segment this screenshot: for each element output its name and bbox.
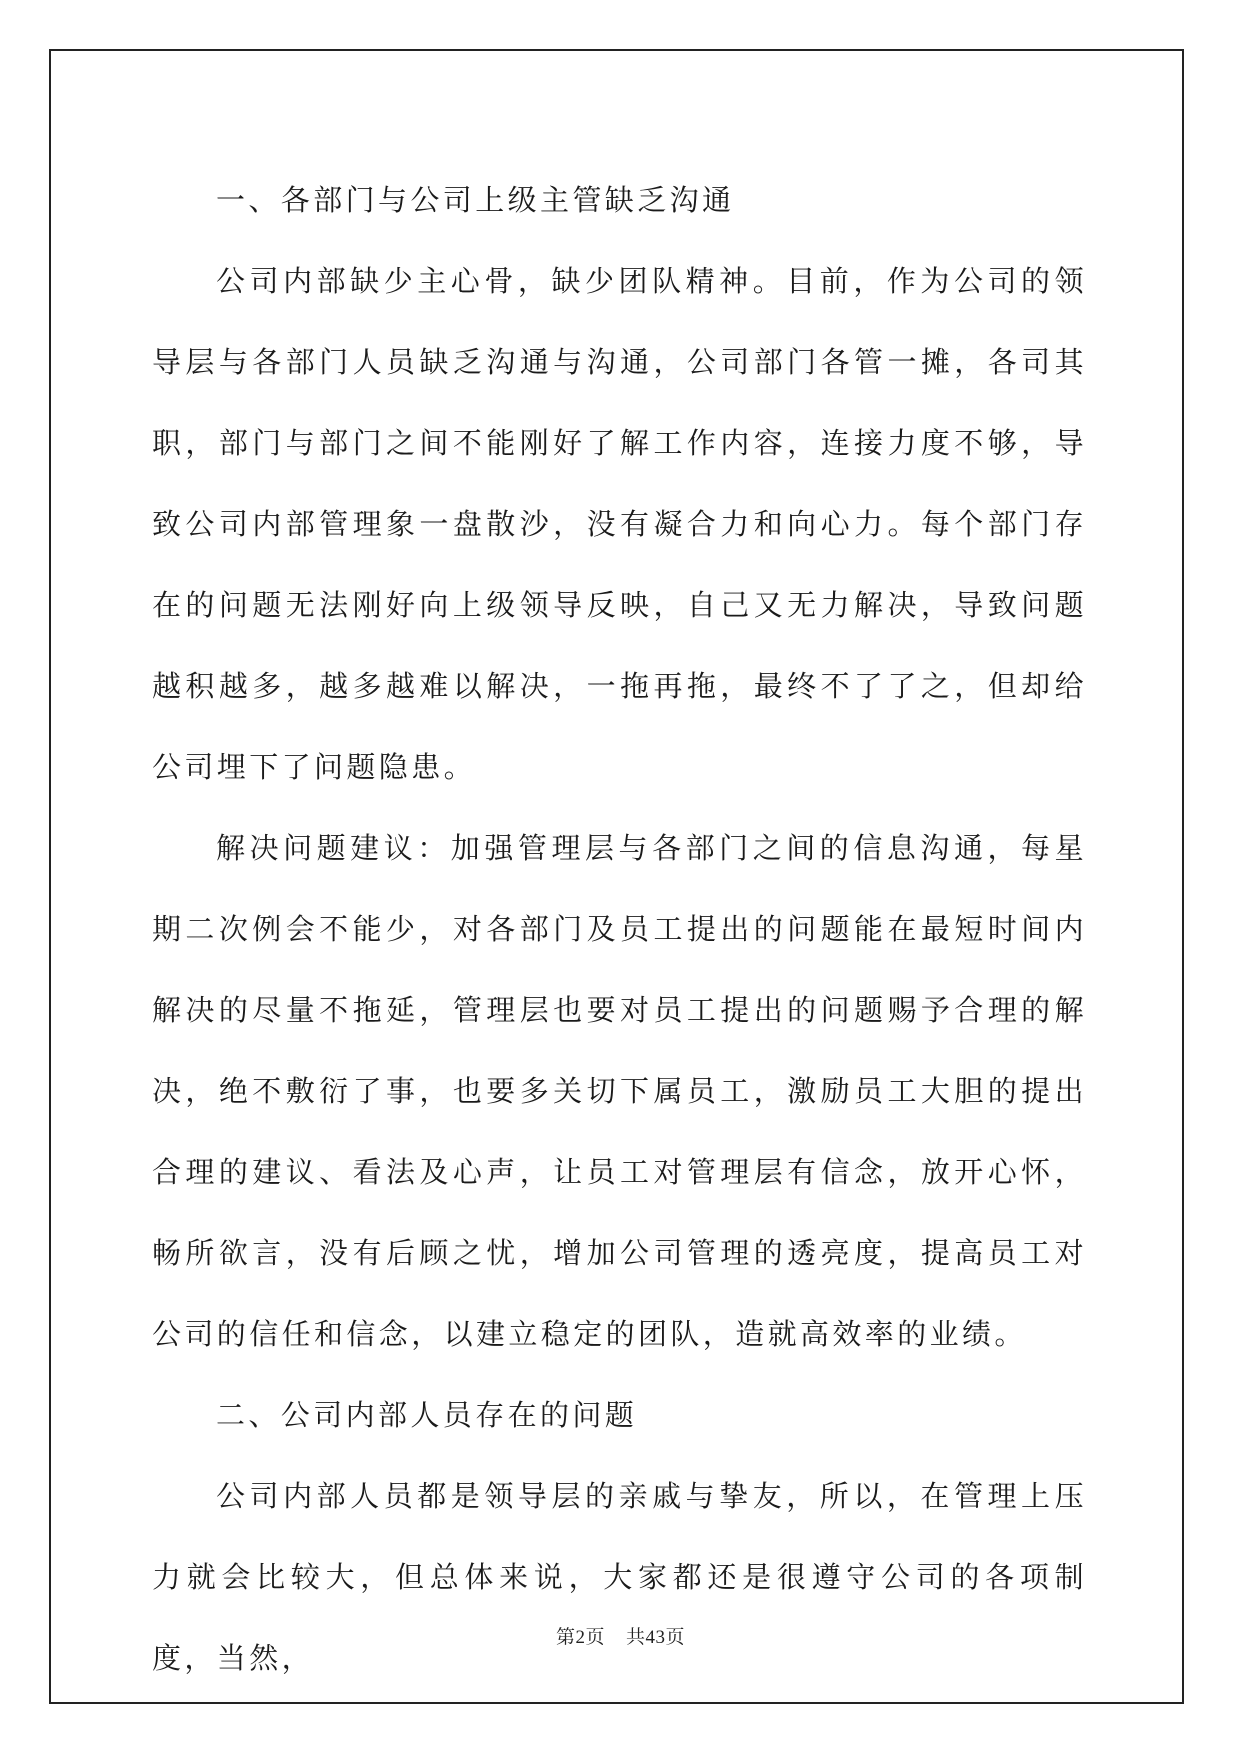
body-paragraph-3: 公司内部人员都是领导层的亲戚与挚友，所以，在管理上压力就会比较大，但总体来说，大家都还是很遵守公司的各项制度，当然，	[152, 1479, 1087, 1675]
total-label-prefix: 共	[626, 1627, 646, 1648]
page-number: 2	[575, 1627, 586, 1648]
page-label-prefix: 第	[555, 1627, 576, 1648]
total-pages: 43	[645, 1627, 666, 1648]
body-paragraph-2: 解决问题建议：加强管理层与各部门之间的信息沟通，每星期二次例会不能少，对各部门及员工提出的问题能在最短时间内解决的尽量不拖延，管理层也要对员工提出的问题赐予合理的解决，绝不敷衍了事，也要多关切下属员工，激励员工大胆的提出合理的建议、看法及心声，让员工对管理层有信念，放开心怀，畅所欲言，没有后顾之忧，增加公司管理的透亮度，提高员工对公司的信任和信念，以建立稳定的团队，造就高效率的业绩。	[152, 831, 1087, 1351]
body-paragraph-1: 公司内部缺少主心骨，缺少团队精神。目前，作为公司的领导层与各部门人员缺乏沟通与沟通，公司部门各管一摊，各司其职，部门与部门之间不能刚好了解工作内容，连接力度不够，导致公司内部管理象一盘散沙，没有凝合力和向心力。每个部门存在的问题无法刚好向上级领导反映，自己又无力解决，导致问题越积越多，越多越难以解决，一拖再拖，最终不了了之，但却给公司埋下了问题隐患。	[152, 264, 1087, 784]
page-label-suffix: 页	[585, 1627, 605, 1648]
total-label-suffix: 页	[665, 1627, 686, 1648]
section-heading-2: 二、公司内部人员存在的问题	[216, 1398, 638, 1432]
page-footer	[0, 1622, 1241, 1649]
section-heading-1: 一、各部门与公司上级主管缺乏沟通	[216, 183, 735, 217]
document-body	[152, 160, 1087, 1699]
